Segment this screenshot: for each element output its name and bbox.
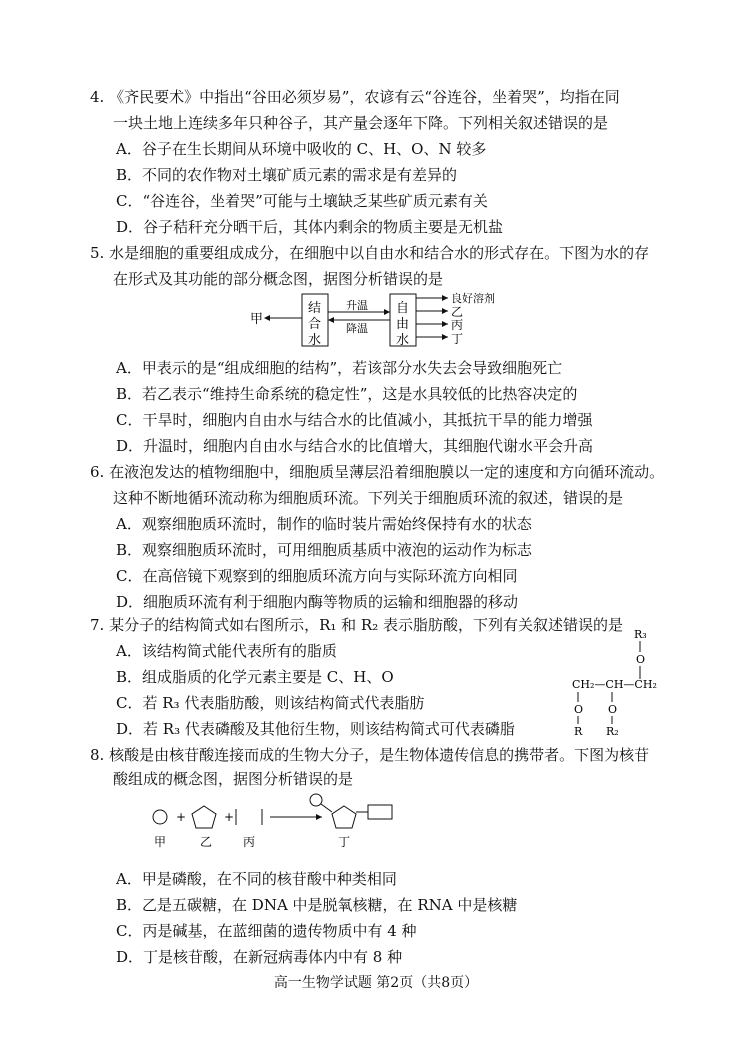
- q7-option-a: A．该结构简式能代表所有的脂质: [116, 642, 337, 660]
- structure-r2: R₂: [606, 725, 619, 738]
- q8-stem-line1: 8. 核酸是由核苷酸连接而成的生物大分子，是生物体遗传信息的携带者。下图为核苷: [90, 746, 650, 764]
- output-bing: 丙: [451, 318, 464, 332]
- q8-option-a: A．甲是磷酸，在不同的核苷酸中种类相同: [116, 870, 397, 888]
- nucleotide-concept-diagram: [146, 790, 406, 852]
- lipid-structure-diagram: [566, 626, 676, 740]
- q4-stem-line1: 4. 《齐民要术》中指出“谷田必须岁易”，农谚有云“谷连谷，坐着哭”，均指在同: [90, 88, 620, 106]
- nucleotide-phosphate: [310, 794, 322, 806]
- q8-option-c: C．丙是碱基，在蓝细菌的遗传物质中有 4 种: [116, 922, 417, 940]
- q6-stem-line1: 6. 在液泡发达的植物细胞中，细胞质呈薄层沿着细胞膜以一定的速度和方向循环流动。: [90, 463, 665, 481]
- q5-stem-line2: 在形式及其功能的部分概念图，据图分析错误的是: [113, 270, 444, 288]
- q8-option-d: D．丁是核苷酸，在新冠病毒体内中有 8 种: [116, 948, 403, 966]
- q6-option-a: A．观察细胞质环流时，制作的临时装片需始终保持有水的状态: [116, 515, 532, 533]
- label-jia: 甲: [154, 835, 167, 849]
- bound-water-char1: 结: [308, 301, 322, 316]
- water-concept-diagram: [240, 290, 520, 352]
- structure-o-top: O: [636, 653, 646, 666]
- q8-option-b: B．乙是五碳糖，在 DNA 中是脱氧核糖，在 RNA 中是核糖: [116, 896, 518, 914]
- pentose-shape: [192, 806, 216, 828]
- nucleotide-base: [368, 805, 392, 819]
- nucleotide-sugar: [332, 806, 356, 828]
- structure-o-left: O: [574, 703, 584, 716]
- q5-option-c: C．干旱时，细胞内自由水与结合水的比值减小，其抵抗干旱的能力增强: [116, 411, 593, 429]
- q6-option-c: C．在高倍镜下观察到的细胞质环流方向与实际环流方向相同: [116, 567, 518, 585]
- svg-text:+: +: [224, 810, 235, 824]
- q7-option-c: C．若 R₃ 代表脂肪酸，则该结构简式代表脂肪: [116, 694, 425, 712]
- q4-stem-line2: 一块土地上连续多年只种谷子，其产量会逐年下降。下列相关叙述错误的是: [113, 114, 609, 132]
- page-footer: 高一生物学试题 第2页（共8页）: [273, 975, 479, 991]
- structure-r1: R: [574, 725, 583, 738]
- label-bing: 丙: [243, 835, 256, 849]
- output-good-solvent: 良好溶剂: [451, 292, 495, 305]
- q4-option-d: D．谷子秸秆充分晒干后，其体内剩余的物质主要是无机盐: [116, 218, 504, 236]
- free-water-char2: 由: [396, 317, 410, 332]
- q6-option-d: D．细胞质环流有利于细胞内酶等物质的运输和细胞器的移动: [116, 593, 519, 611]
- q6-stem-line2: 这种不断地循环流动称为细胞质环流。下列关于细胞质环流的叙述，错误的是: [113, 489, 624, 507]
- label-ding: 丁: [338, 835, 351, 849]
- diagram-label-jia: 甲: [250, 312, 264, 327]
- q5-option-b: B．若乙表示“维持生命系统的稳定性”，这是水具较低的比热容决定的: [116, 385, 578, 403]
- phosphate-circle: [153, 810, 167, 824]
- q4-option-b: B．不同的农作物对土壤矿质元素的需求是有差异的: [116, 166, 458, 184]
- output-ding: 丁: [451, 332, 464, 346]
- q6-option-b: B．观察细胞质环流时，可用细胞质基质中液泡的运动作为标志: [116, 541, 533, 559]
- free-water-char1: 自: [396, 301, 410, 316]
- bound-water-char3: 水: [308, 333, 322, 348]
- q5-stem-line1: 5. 水是细胞的重要组成成分，在细胞中以自由水和结合水的形式存在。下图为水的存: [90, 244, 650, 262]
- heat-up-label: 升温: [346, 299, 368, 312]
- q4-option-a: A．谷子在生长期间从环境中吸收的 C、H、O、N 较多: [116, 140, 487, 158]
- q7-stem-line1: 7. 某分子的结构简式如右图所示，R₁ 和 R₂ 表示脂肪酸，下列有关叙述错误的是: [90, 616, 624, 634]
- cool-down-label: 降温: [346, 322, 368, 335]
- q4-option-c: C．“谷连谷，坐着哭”可能与土壤缺乏某些矿质元素有关: [116, 192, 488, 210]
- label-yi: 乙: [200, 835, 213, 849]
- q8-stem-line2: 酸组成的概念图，据图分析错误的是: [113, 770, 354, 788]
- structure-r3: R₃: [634, 628, 647, 641]
- q5-option-a: A．甲表示的是“组成细胞的结构”，若该部分水失去会导致细胞死亡: [116, 359, 563, 377]
- output-yi: 乙: [451, 305, 464, 319]
- free-water-char3: 水: [396, 333, 410, 348]
- q7-option-d: D．若 R₃ 代表磷酸及其他衍生物，则该结构简式可代表磷脂: [116, 720, 515, 738]
- svg-text:+: +: [176, 810, 187, 824]
- structure-o-mid: O: [608, 703, 618, 716]
- bound-water-char2: 合: [308, 317, 322, 332]
- q5-option-d: D．升温时，细胞内自由水与结合水的比值增大，其细胞代谢水平会升高: [116, 437, 594, 455]
- q7-option-b: B．组成脂质的化学元素主要是 C、H、O: [116, 668, 394, 686]
- structure-backbone: CH₂—CH—CH₂: [572, 678, 657, 691]
